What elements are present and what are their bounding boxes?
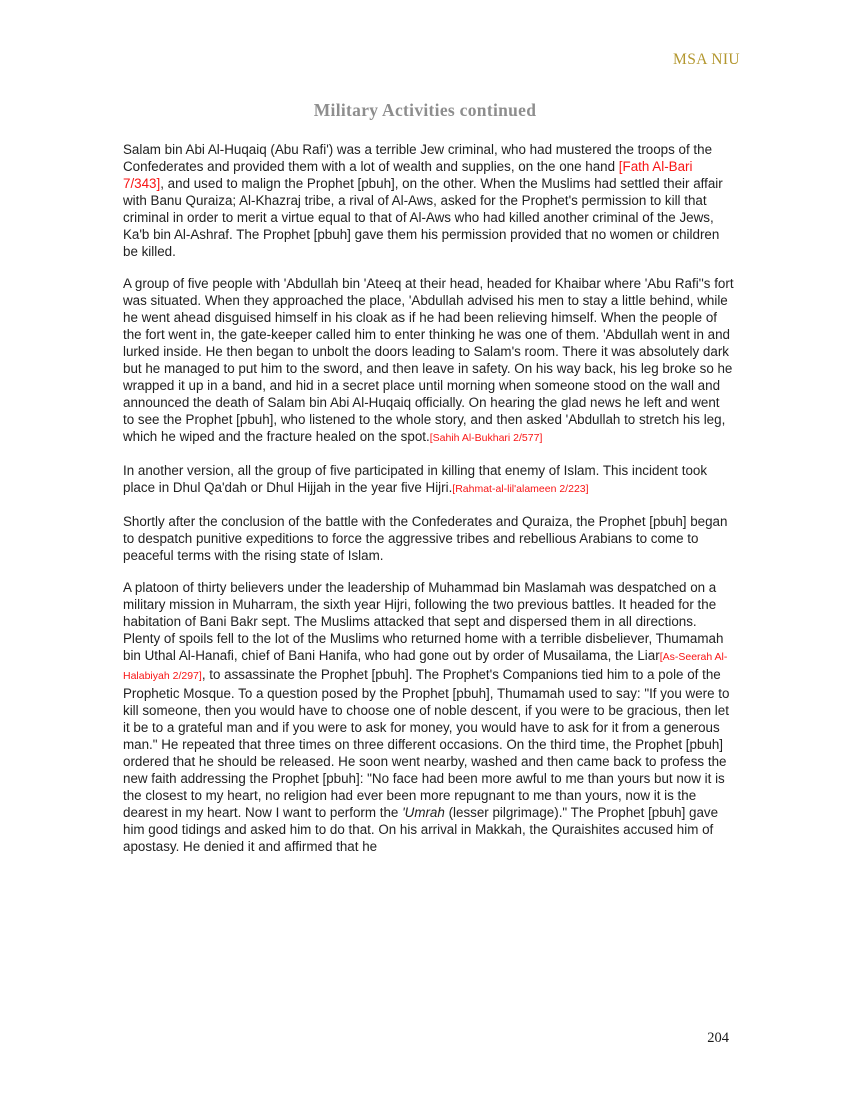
citation-reference: [As-Seerah Al-Halabiyah 2/297] [123, 651, 728, 682]
text-segment: In another version, all the group of five participated in killing that enemy of Islam. This incident took place in Dhul Qa'dah or Dhul Hijjah in the year five Hijri. [123, 463, 708, 495]
text-segment: , to assassinate the Prophet [pbuh]. The Prophet's Companions tied him to a pole of the Prophetic Mosque. To a question posed by the Prophet [pbuh], Thumamah used to say: "If you were to kill someone, then you would have to choose one of noble descent, if you were to be gracious, then let it be to a grateful man and if you were to ask for money, you would have to ask for it from a generous man." He repeated that three times on three different occasions. On the third time, the Prophet [pbuh] ordered that he should be released. He soon went nearby, washed and then came back to profess the new faith addressing the Prophet [pbuh]: "No face had been more awful to me than yours but now it is the closest to my heart, no religion had ever been more repugnant to me than yours, now it is the dearest in my heart. Now I want to perform the [123, 667, 730, 820]
page-title: Military Activities continued [313, 100, 537, 120]
header-brand: MSA NIU [673, 51, 740, 68]
text-segment: Shortly after the conclusion of the battle with the Confederates and Quraiza, the Prophet [pbuh] began to despatch punitive expeditions to force the aggressive tribes and rebellious Arabians to come to peaceful terms with the rising state of Islam. [123, 514, 728, 563]
paragraph [123, 513, 734, 564]
paragraph [123, 141, 734, 260]
text-segment: (lesser pilgrimage)." The Prophet [pbuh] gave him good tidings and asked him to do that. On his arrival in Makkah, the Quraishites accused him of apostasy. He denied it and affirmed that he [123, 805, 719, 854]
text-segment: 'Umrah [402, 805, 445, 820]
text-segment: A platoon of thirty believers under the leadership of Muhammad bin Maslamah was despatched on a military mission in Muharram, the sixth year Hijri, following the two previous battles. It headed for the habitation of Bani Bakr sept. The Muslims attacked that sept and dispersed them in all directions. Plenty of spoils fell to the lot of the Muslims who returned home with a terrible disbeliever, Thumamah bin Uthal Al-Hanafi, chief of Bani Hanifa, who had gone out by order of Musailama, the Liar [123, 580, 724, 663]
text-segment: , and used to malign the Prophet [pbuh], on the other. When the Muslims had settled their affair with Banu Quraiza; Al-Khazraj tribe, a rival of Al-Aws, asked for the Prophet's permission to kill that criminal in order to merit a virtue equal to that of Al-Aws who had killed another criminal of the Jews, Ka'b bin Al-Ashraf. The Prophet [pbuh] gave them his permission provided that no women or children be killed. [123, 176, 723, 259]
page-number: 204 [707, 1030, 729, 1046]
text-segment: Salam bin Abi Al-Huqaiq (Abu Rafi') was a terrible Jew criminal, who had mustered the troops of the Confederates and provided them with a lot of wealth and supplies, on the one hand [123, 142, 713, 174]
citation-reference: [Sahih Al-Bukhari 2/577] [429, 432, 543, 444]
text-segment: A group of five people with 'Abdullah bin 'Ateeq at their head, headed for Khaibar where 'Abu Rafi''s fort was situated. When they approached the place, 'Abdullah advised his men to stay a little behind, while he went ahead disguised himself in his cloak as if he had been relieving himself. When the people of the fort went in, the gate-keeper called him to enter thinking he was one of them. 'Abdullah went in and lurked inside. He then began to unbolt the doors leading to Salam's room. There it was absolutely dark but he managed to put him to the sword, and then leave in safety. On his way back, his leg broke so he wrapped it up in a band, and hid in a secret place until morning when someone stood on the wall and announced the death of Salam bin Abi Al-Huqaiq officially. On hearing the glad news he left and went to see the Prophet [pbuh], who listened to the whole story, and then asked 'Abdullah to stretch his leg, which he wiped and the fracture healed on the spot. [123, 276, 734, 444]
paragraph [123, 462, 734, 498]
citation-reference: [Rahmat-al-lil'alameen 2/223] [452, 483, 589, 495]
citation-reference: [Fath Al-Bari 7/343] [123, 159, 693, 191]
article-body [123, 141, 734, 855]
paragraph [123, 275, 734, 447]
paragraph [123, 579, 734, 855]
